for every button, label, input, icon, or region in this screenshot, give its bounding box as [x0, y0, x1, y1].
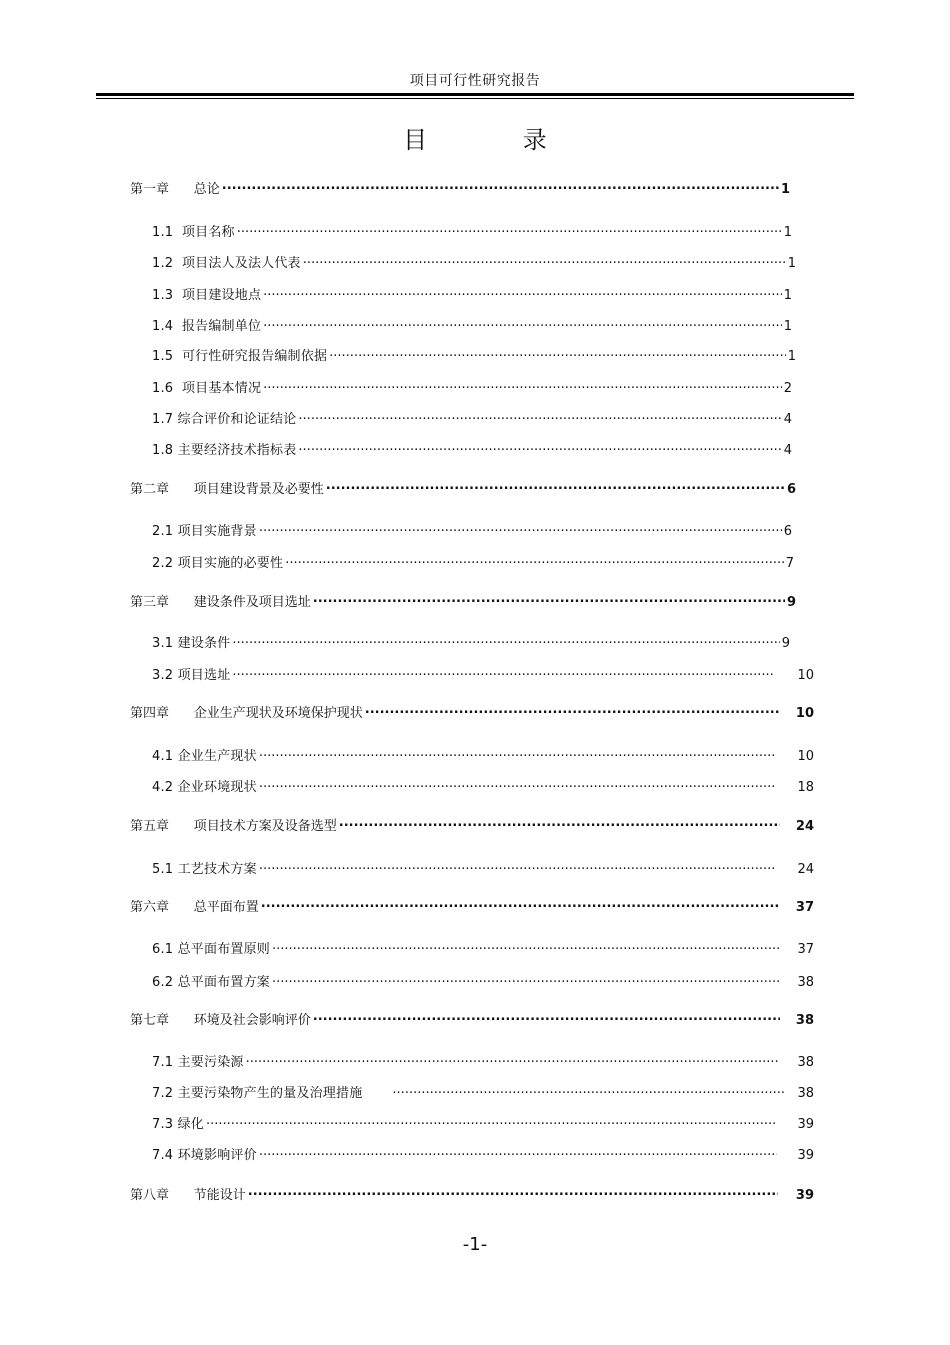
- toc-entry-label: 1.4 报告编制单位: [152, 319, 262, 334]
- toc-dot-leader: [263, 379, 782, 392]
- toc-section-entry[interactable]: [152, 632, 790, 651]
- toc-entry-page: 10: [797, 749, 814, 764]
- toc-dot-leader: [298, 441, 781, 454]
- toc-dot-leader: [222, 180, 779, 193]
- toc-entry-label: 第五章 项目技术方案及设备选型: [130, 819, 337, 834]
- toc-entry-page: 10: [795, 706, 814, 721]
- toc-dot-leader: [232, 666, 775, 679]
- toc-dot-leader: [298, 410, 781, 423]
- toc-chapter-entry[interactable]: [130, 1184, 814, 1203]
- toc-entry-page: 10: [797, 668, 814, 683]
- toc-entry-page: 6: [786, 482, 796, 497]
- toc-chapter-entry[interactable]: [130, 178, 790, 197]
- toc-entry-page: 1: [787, 256, 796, 271]
- toc-entry-label: 4.2 企业环境现状: [152, 780, 257, 795]
- toc-dot-leader: [259, 747, 776, 760]
- toc-section-entry[interactable]: [152, 552, 794, 571]
- toc-entry-page: 1: [783, 319, 792, 334]
- toc-dot-leader: [248, 1186, 778, 1199]
- toc-section-entry[interactable]: [152, 664, 814, 683]
- toc-entry-page: 39: [797, 1117, 814, 1132]
- toc-entry-label: 5.1 工艺技术方案: [152, 862, 257, 877]
- toc-entry-label: 第七章 环境及社会影响评价: [130, 1013, 311, 1028]
- toc-entry-label: 3.1 建设条件: [152, 636, 231, 651]
- toc-entry-label: 1.2 项目法人及法人代表: [152, 256, 301, 271]
- toc-section-entry[interactable]: [152, 345, 796, 364]
- toc-chapter-entry[interactable]: [130, 591, 796, 610]
- toc-entry-page: 37: [795, 900, 814, 915]
- toc-entry-label: 1.7 综合评价和论证结论: [152, 412, 297, 427]
- toc-section-entry[interactable]: [152, 377, 792, 396]
- toc-entry-page: 38: [797, 1086, 814, 1101]
- toc-dot-leader: [303, 254, 786, 267]
- toc-dot-leader: [326, 480, 785, 493]
- toc-dot-leader: [246, 1053, 780, 1066]
- toc-dot-leader: [392, 1084, 785, 1097]
- toc-entry-label: 2.1 项目实施背景: [152, 524, 257, 539]
- toc-entry-label: 1.3 项目建设地点: [152, 288, 262, 303]
- toc-entry-page: 38: [795, 1013, 814, 1028]
- toc-section-entry[interactable]: [152, 520, 792, 539]
- toc-entry-page: 9: [786, 595, 796, 610]
- toc-entry-label: 1.8 主要经济技术指标表: [152, 443, 297, 458]
- toc-entry-page: 18: [797, 780, 814, 795]
- toc-dot-leader: [272, 940, 779, 953]
- toc-entry-label: 1.6 项目基本情况: [152, 381, 262, 396]
- toc-section-entry[interactable]: [152, 745, 814, 764]
- header-rule-thick: [96, 93, 854, 96]
- toc-entry-label: 7.4 环境影响评价: [152, 1148, 257, 1163]
- toc-section-entry[interactable]: [152, 284, 792, 303]
- toc-chapter-entry[interactable]: [130, 478, 796, 497]
- toc-entry-page: 24: [797, 862, 814, 877]
- toc-chapter-entry[interactable]: [130, 815, 814, 834]
- toc-entry-label: 7.2 主要污染物产生的量及治理措施: [152, 1086, 363, 1101]
- toc-dot-leader: [272, 973, 779, 986]
- toc-entry-label: 1.1 项目名称: [152, 225, 235, 240]
- toc-dot-leader: [313, 1011, 780, 1024]
- toc-entry-page: 4: [783, 443, 792, 458]
- toc-entry-label: 6.2 总平面布置方案: [152, 975, 271, 990]
- toc-dot-leader: [339, 817, 780, 830]
- running-header-title: 项目可行性研究报告: [409, 73, 541, 89]
- toc-entry-page: 4: [783, 412, 792, 427]
- toc-section-entry[interactable]: [152, 858, 814, 877]
- toc-section-entry[interactable]: [152, 315, 792, 334]
- toc-dot-leader: [261, 898, 778, 911]
- toc-section-entry[interactable]: [152, 1082, 814, 1101]
- toc-chapter-entry[interactable]: [130, 896, 814, 915]
- toc-dot-leader: [232, 634, 779, 647]
- toc-entry-page: 6: [783, 524, 792, 539]
- toc-dot-leader: [259, 778, 776, 791]
- toc-section-entry[interactable]: [152, 1113, 814, 1132]
- toc-dot-leader: [365, 704, 780, 717]
- toc-dot-leader: [259, 522, 782, 535]
- toc-entry-page: 38: [797, 975, 814, 990]
- toc-entry-label: 第四章 企业生产现状及环境保护现状: [130, 706, 363, 721]
- toc-section-entry[interactable]: [152, 971, 814, 990]
- toc-entry-label: 第一章 总论: [130, 182, 220, 197]
- toc-entry-page: 24: [795, 819, 814, 834]
- toc-entry-label: 4.1 企业生产现状: [152, 749, 257, 764]
- toc-section-entry[interactable]: [152, 252, 796, 271]
- toc-entry-page: 1: [783, 225, 792, 240]
- header-rule-thin: [96, 98, 854, 99]
- toc-entry-label: 7.1 主要污染源: [152, 1055, 244, 1070]
- toc-dot-leader: [259, 860, 776, 873]
- toc-title: 目 录: [403, 126, 591, 154]
- toc-entry-page: 1: [787, 349, 796, 364]
- toc-entry-page: 2: [783, 381, 792, 396]
- toc-section-entry[interactable]: [152, 439, 792, 458]
- toc-section-entry[interactable]: [152, 221, 792, 240]
- page-number: -1-: [462, 1234, 488, 1255]
- toc-section-entry[interactable]: [152, 1051, 814, 1070]
- toc-dot-leader: [237, 223, 782, 236]
- toc-dot-leader: [259, 1146, 778, 1159]
- toc-entry-page: 39: [795, 1188, 814, 1203]
- toc-entry-page: 9: [781, 636, 790, 651]
- toc-entry-label: 第三章 建设条件及项目选址: [130, 595, 311, 610]
- toc-dot-leader: [263, 286, 782, 299]
- toc-dot-leader: [263, 317, 782, 330]
- toc-entry-label: 第二章 项目建设背景及必要性: [130, 482, 324, 497]
- toc-entry-label: 6.1 总平面布置原则: [152, 942, 271, 957]
- toc-entry-page: 38: [797, 1055, 814, 1070]
- toc-entry-label: 2.2 项目实施的必要性: [152, 556, 284, 571]
- toc-entry-label: 7.3 绿化: [152, 1117, 205, 1132]
- toc-entry-label: 3.2 项目选址: [152, 668, 231, 683]
- toc-chapter-entry[interactable]: [130, 702, 814, 721]
- toc-dot-leader: [313, 593, 785, 606]
- toc-entry-label: 第六章 总平面布置: [130, 900, 259, 915]
- toc-chapter-entry[interactable]: [130, 1009, 814, 1028]
- toc-section-entry[interactable]: [152, 1144, 814, 1163]
- toc-dot-leader: [206, 1115, 777, 1128]
- toc-entry-page: 7: [785, 556, 794, 571]
- toc-dot-leader: [285, 554, 784, 567]
- toc-entry-page: 39: [797, 1148, 814, 1163]
- toc-entry-page: 1: [783, 288, 792, 303]
- toc-entry-page: 37: [797, 942, 814, 957]
- toc-dot-leader: [329, 347, 786, 360]
- toc-section-entry[interactable]: [152, 776, 814, 795]
- toc-entry-label: 1.5 可行性研究报告编制依据: [152, 349, 328, 364]
- toc-section-entry[interactable]: [152, 408, 792, 427]
- toc-entry-page: 1: [780, 182, 790, 197]
- toc-entry-label: 第八章 节能设计: [130, 1188, 246, 1203]
- toc-section-entry[interactable]: [152, 938, 814, 957]
